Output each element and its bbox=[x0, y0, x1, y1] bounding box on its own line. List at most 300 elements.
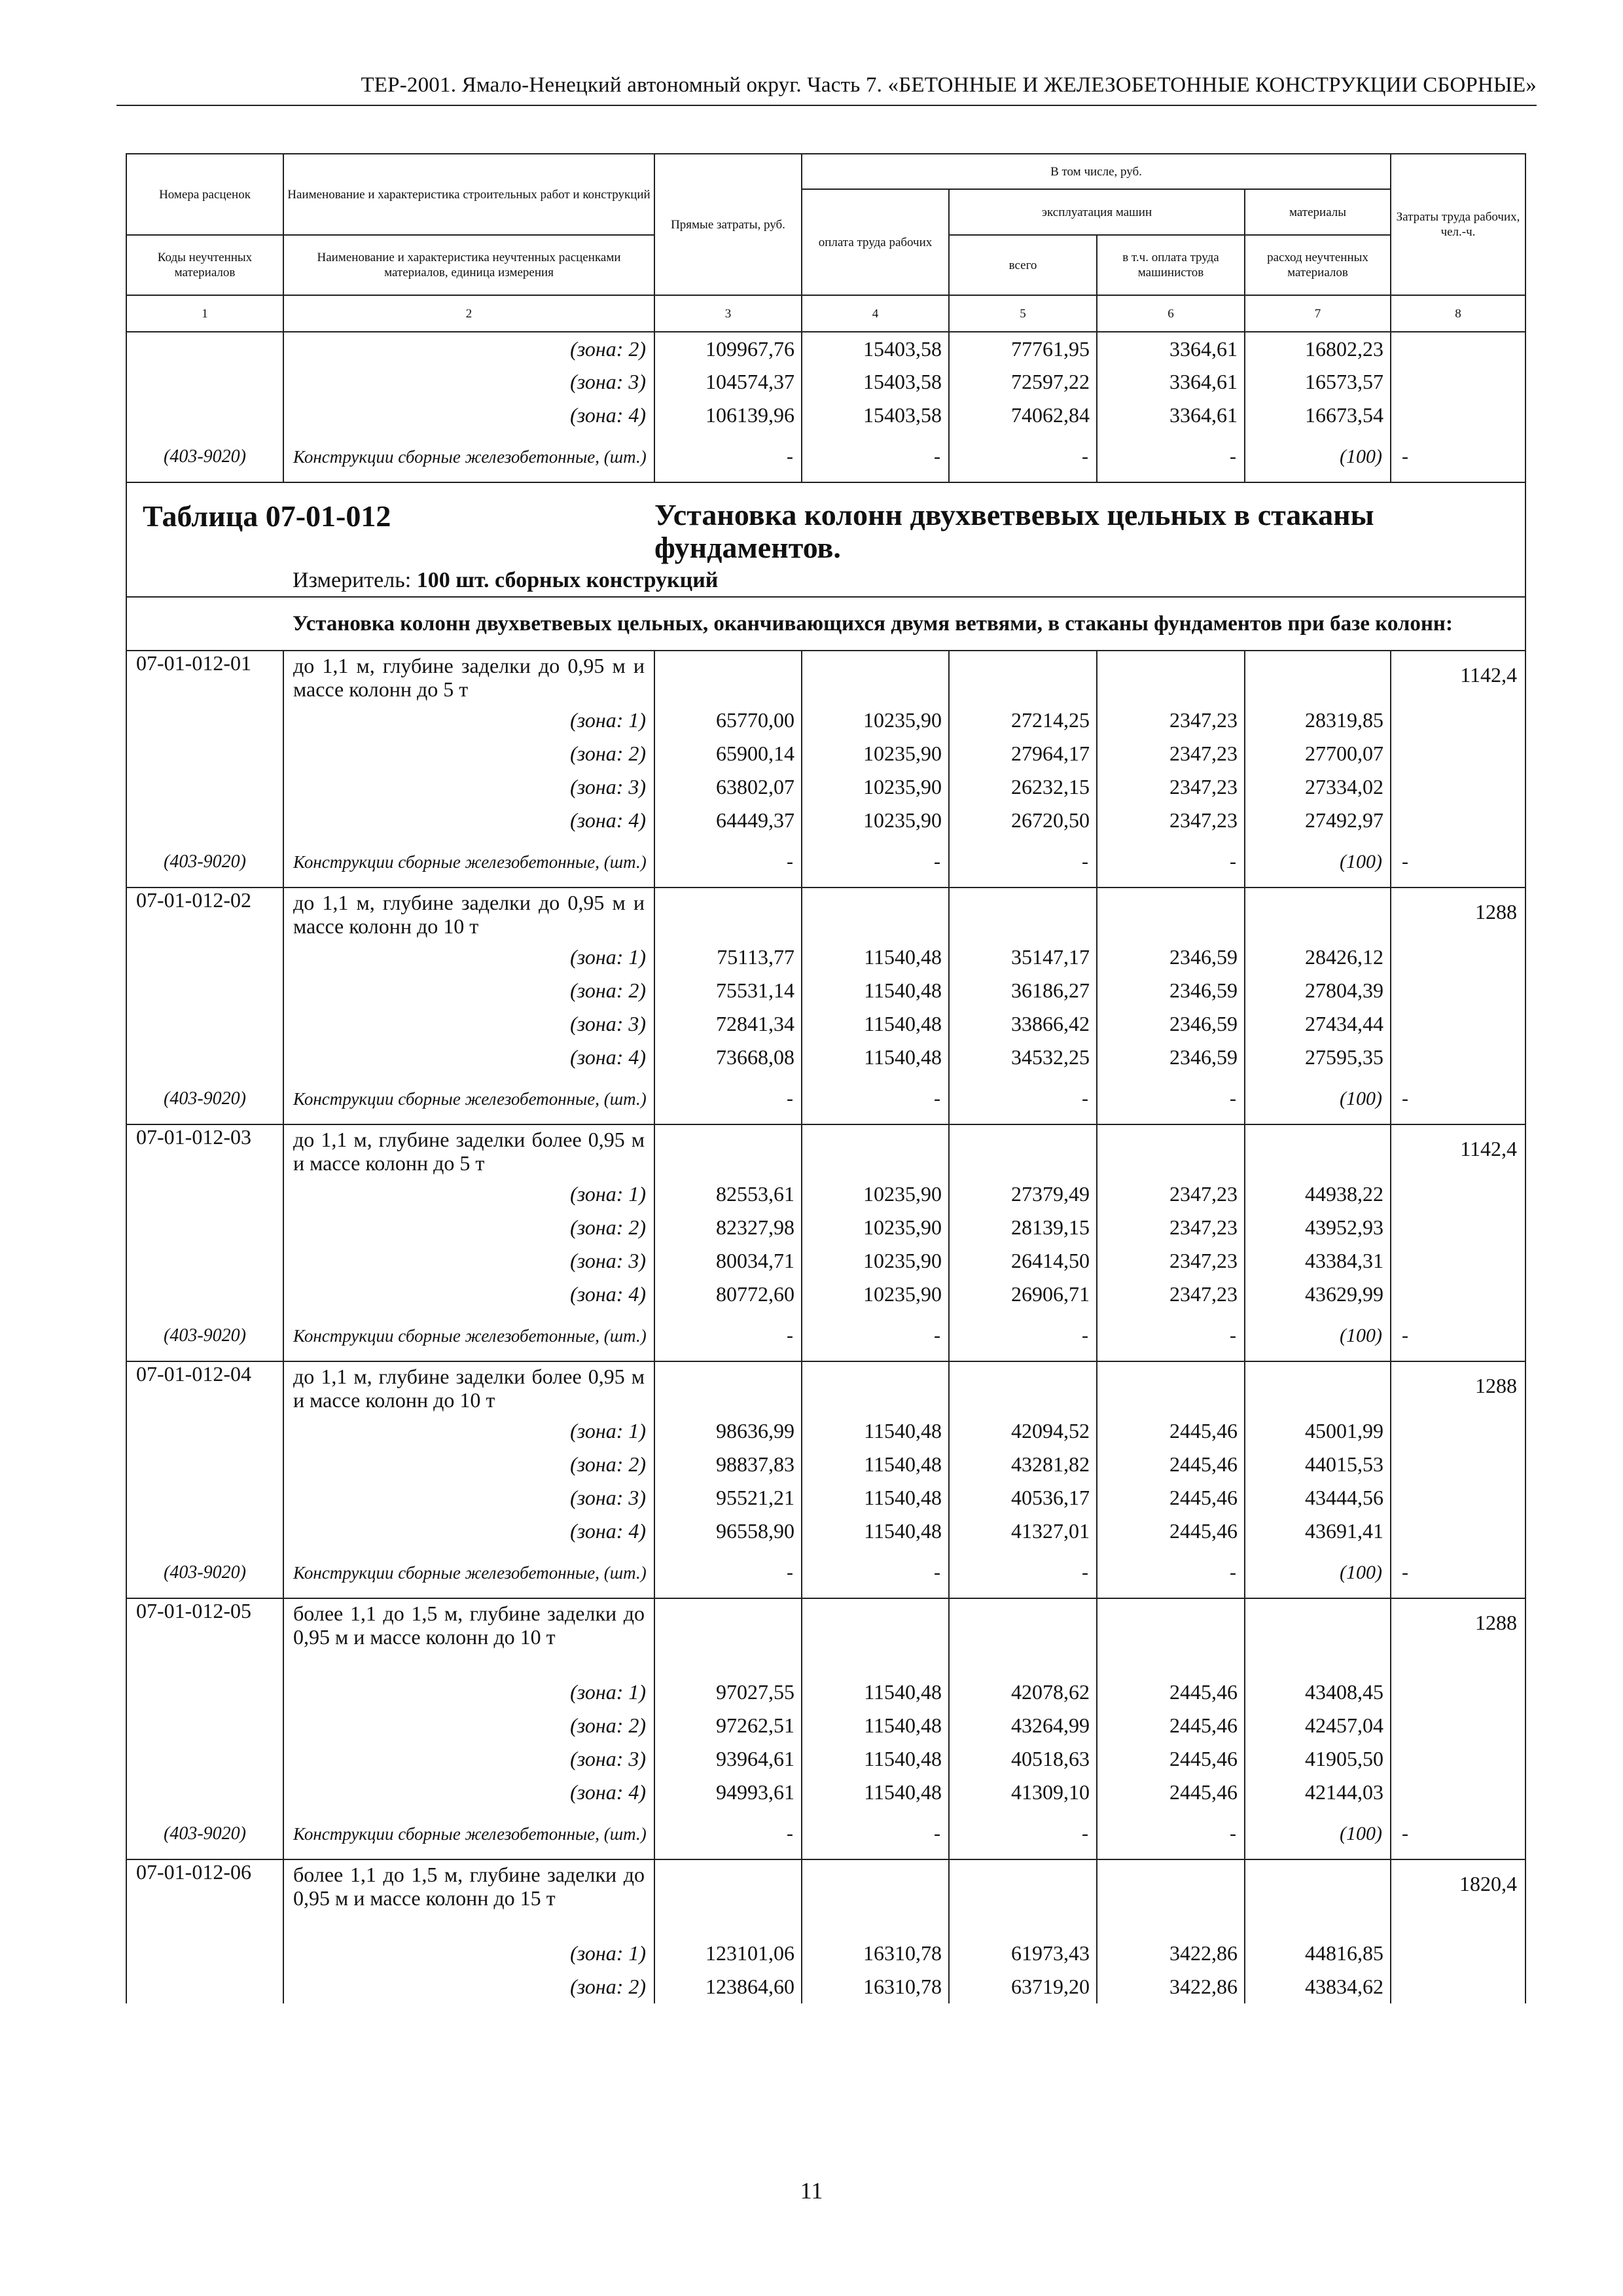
zone-label: (зона: 2) bbox=[283, 737, 654, 770]
table-title: Таблица 07-01-012 bbox=[126, 482, 654, 564]
material-row bbox=[126, 432, 1525, 482]
machines-total: 77761,95 bbox=[949, 332, 1097, 365]
header-rule bbox=[116, 105, 1537, 106]
materials: 28319,85 bbox=[1245, 704, 1391, 737]
operators-wages: 2346,59 bbox=[1097, 1041, 1245, 1074]
running-header: ТЕР-2001. Ямало-Ненецкий автономный округ. Часть 7. «БЕТОННЫЕ И ЖЕЛЕЗОБЕТОННЫЕ КОНСТРУКЦИИ СБОРНЫЕ» bbox=[361, 73, 1537, 97]
empty-cell bbox=[1391, 1414, 1525, 1448]
rate-description: до 1,1 м, глубине заделки до 0,95 м и массе колонн до 5 т bbox=[283, 651, 654, 704]
zone-row bbox=[126, 804, 1525, 837]
direct-cost: 98636,99 bbox=[654, 1414, 802, 1448]
machines-total: 27379,49 bbox=[949, 1177, 1097, 1211]
empty-cell bbox=[1391, 1278, 1525, 1311]
operators-wages: 3364,61 bbox=[1097, 332, 1245, 365]
operators-wages: 2445,46 bbox=[1097, 1742, 1245, 1776]
empty-cell bbox=[1391, 1676, 1525, 1709]
direct-cost: 98837,83 bbox=[654, 1448, 802, 1481]
col-wages: оплата труда рабочих bbox=[802, 189, 949, 295]
materials: 43691,41 bbox=[1245, 1515, 1391, 1548]
operators-wages: 2346,59 bbox=[1097, 1007, 1245, 1041]
machines-total: 43264,99 bbox=[949, 1709, 1097, 1742]
zone-label: (зона: 4) bbox=[283, 399, 654, 432]
col-operators: в т.ч. оплата труда машинистов bbox=[1097, 235, 1245, 295]
empty-cell bbox=[1245, 651, 1391, 704]
materials: 16573,57 bbox=[1245, 365, 1391, 399]
empty-cell bbox=[126, 1970, 283, 2003]
empty-cell bbox=[949, 1124, 1097, 1177]
dash: - bbox=[654, 1809, 802, 1859]
empty-cell bbox=[1391, 1709, 1525, 1742]
empty-cell bbox=[1391, 770, 1525, 804]
materials: 27334,02 bbox=[1245, 770, 1391, 804]
materials: 27595,35 bbox=[1245, 1041, 1391, 1074]
material-code: (403-9020) bbox=[126, 1548, 283, 1598]
direct-cost: 123101,06 bbox=[654, 1937, 802, 1970]
col-mat-cost: расход неучтенных материалов bbox=[1245, 235, 1391, 295]
empty-cell bbox=[949, 1361, 1097, 1414]
operators-wages: 3422,86 bbox=[1097, 1937, 1245, 1970]
materials: 43629,99 bbox=[1245, 1278, 1391, 1311]
empty-cell bbox=[126, 804, 283, 837]
zone-row bbox=[126, 1007, 1525, 1041]
direct-cost: 95521,21 bbox=[654, 1481, 802, 1515]
zone-label: (зона: 1) bbox=[283, 1414, 654, 1448]
wages: 10235,90 bbox=[802, 804, 949, 837]
zone-label: (зона: 4) bbox=[283, 1515, 654, 1548]
zone-row bbox=[126, 941, 1525, 974]
material-name: Конструкции сборные железобетонные, (шт.) bbox=[283, 1074, 654, 1124]
rate-description: до 1,1 м, глубине заделки до 0,95 м и массе колонн до 10 т bbox=[283, 888, 654, 941]
rate-code: 07-01-012-03 bbox=[126, 1124, 283, 1177]
zone-label: (зона: 2) bbox=[283, 974, 654, 1007]
rate-description: более 1,1 до 1,5 м, глубине заделки до 0,95 м и массе колонн до 15 т bbox=[283, 1859, 654, 1937]
material-code: (403-9020) bbox=[126, 837, 283, 888]
dash: - bbox=[949, 837, 1097, 888]
material-name: Конструкции сборные железобетонные, (шт.) bbox=[283, 1548, 654, 1598]
empty-cell bbox=[1097, 1598, 1245, 1676]
wages: 11540,48 bbox=[802, 1448, 949, 1481]
zone-label: (зона: 1) bbox=[283, 941, 654, 974]
direct-cost: 80772,60 bbox=[654, 1278, 802, 1311]
materials: 43408,45 bbox=[1245, 1676, 1391, 1709]
dash: - bbox=[802, 837, 949, 888]
empty-cell bbox=[802, 1598, 949, 1676]
material-name: Конструкции сборные железобетонные, (шт.) bbox=[283, 1809, 654, 1859]
col-num: 7 bbox=[1245, 295, 1391, 332]
empty-cell bbox=[1391, 941, 1525, 974]
zone-label: (зона: 2) bbox=[283, 1970, 654, 2003]
materials: 44938,22 bbox=[1245, 1177, 1391, 1211]
empty-cell bbox=[126, 1007, 283, 1041]
col-num: 3 bbox=[654, 295, 802, 332]
empty-cell bbox=[949, 888, 1097, 941]
zone-label: (зона: 3) bbox=[283, 365, 654, 399]
rate-code: 07-01-012-01 bbox=[126, 651, 283, 704]
empty-cell bbox=[802, 1124, 949, 1177]
zone-row bbox=[126, 1211, 1525, 1244]
machines-total: 34532,25 bbox=[949, 1041, 1097, 1074]
wages: 11540,48 bbox=[802, 1709, 949, 1742]
machines-total: 26906,71 bbox=[949, 1278, 1097, 1311]
empty-cell bbox=[654, 1124, 802, 1177]
direct-cost: 65900,14 bbox=[654, 737, 802, 770]
empty-cell bbox=[802, 1361, 949, 1414]
wages: 15403,58 bbox=[802, 365, 949, 399]
rate-header-row bbox=[126, 1124, 1525, 1177]
dash: - bbox=[949, 1809, 1097, 1859]
col-name-bottom: Наименование и характеристика неучтенных расценками материалов, единица измерения bbox=[283, 235, 654, 295]
dash: - bbox=[802, 1074, 949, 1124]
operators-wages: 2347,23 bbox=[1097, 1211, 1245, 1244]
empty-cell bbox=[654, 1859, 802, 1937]
wages: 15403,58 bbox=[802, 399, 949, 432]
empty-cell bbox=[126, 1414, 283, 1448]
empty-cell bbox=[802, 888, 949, 941]
zone-row bbox=[126, 737, 1525, 770]
dash: - bbox=[1391, 1311, 1525, 1361]
table-name: Установка колонн двухветвевых цельных в стаканы фундаментов. bbox=[654, 482, 1525, 564]
machines-total: 63719,20 bbox=[949, 1970, 1097, 2003]
operators-wages: 2445,46 bbox=[1097, 1481, 1245, 1515]
rate-description: более 1,1 до 1,5 м, глубине заделки до 0,95 м и массе колонн до 10 т bbox=[283, 1598, 654, 1676]
col-num: 6 bbox=[1097, 295, 1245, 332]
col-direct: Прямые затраты, руб. bbox=[654, 154, 802, 295]
zone-row bbox=[126, 1448, 1525, 1481]
direct-cost: 65770,00 bbox=[654, 704, 802, 737]
col-codes-bottom: Коды неучтенных материалов bbox=[126, 235, 283, 295]
measure-value: 100 шт. сборных конструкций bbox=[416, 567, 719, 592]
direct-cost: 96558,90 bbox=[654, 1515, 802, 1548]
wages: 16310,78 bbox=[802, 1970, 949, 2003]
materials: 43952,93 bbox=[1245, 1211, 1391, 1244]
zone-label: (зона: 1) bbox=[283, 1676, 654, 1709]
wages: 10235,90 bbox=[802, 770, 949, 804]
materials: 27492,97 bbox=[1245, 804, 1391, 837]
empty-cell bbox=[126, 941, 283, 974]
rate-description: до 1,1 м, глубине заделки более 0,95 м и массе колонн до 5 т bbox=[283, 1124, 654, 1177]
direct-cost: 97262,51 bbox=[654, 1709, 802, 1742]
dash: - bbox=[949, 432, 1097, 482]
empty-cell bbox=[1097, 1124, 1245, 1177]
material-percent: (100) bbox=[1245, 1548, 1391, 1598]
empty-cell bbox=[1391, 1742, 1525, 1776]
operators-wages: 2445,46 bbox=[1097, 1676, 1245, 1709]
zone-row bbox=[126, 704, 1525, 737]
materials: 43384,31 bbox=[1245, 1244, 1391, 1278]
zone-label: (зона: 4) bbox=[283, 1776, 654, 1809]
rate-description: до 1,1 м, глубине заделки более 0,95 м и массе колонн до 10 т bbox=[283, 1361, 654, 1414]
empty-cell bbox=[126, 1481, 283, 1515]
col-num: 1 bbox=[126, 295, 283, 332]
material-row bbox=[126, 1548, 1525, 1598]
wages: 10235,90 bbox=[802, 737, 949, 770]
empty-cell bbox=[126, 1041, 283, 1074]
dash: - bbox=[1391, 837, 1525, 888]
table-header bbox=[126, 154, 1525, 332]
wages: 11540,48 bbox=[802, 941, 949, 974]
machines-total: 26720,50 bbox=[949, 804, 1097, 837]
dash: - bbox=[802, 1809, 949, 1859]
wages: 11540,48 bbox=[802, 1007, 949, 1041]
empty-cell bbox=[126, 1515, 283, 1548]
dash: - bbox=[949, 1548, 1097, 1598]
operators-wages: 2347,23 bbox=[1097, 1177, 1245, 1211]
zone-label: (зона: 2) bbox=[283, 332, 654, 365]
empty-cell bbox=[1097, 1361, 1245, 1414]
dash: - bbox=[949, 1311, 1097, 1361]
materials: 27700,07 bbox=[1245, 737, 1391, 770]
direct-cost: 80034,71 bbox=[654, 1244, 802, 1278]
wages: 11540,48 bbox=[802, 1481, 949, 1515]
col-num: 4 bbox=[802, 295, 949, 332]
direct-cost: 72841,34 bbox=[654, 1007, 802, 1041]
material-row bbox=[126, 1311, 1525, 1361]
empty-cell bbox=[1391, 974, 1525, 1007]
labor-cost: 1142,4 bbox=[1391, 651, 1525, 704]
operators-wages: 2347,23 bbox=[1097, 1278, 1245, 1311]
operators-wages: 2445,46 bbox=[1097, 1709, 1245, 1742]
material-percent: (100) bbox=[1245, 432, 1391, 482]
machines-total: 35147,17 bbox=[949, 941, 1097, 974]
empty-cell bbox=[126, 1709, 283, 1742]
direct-cost: 63802,07 bbox=[654, 770, 802, 804]
dash: - bbox=[1097, 1311, 1245, 1361]
empty-cell bbox=[1097, 651, 1245, 704]
dash: - bbox=[1391, 1809, 1525, 1859]
zone-row bbox=[126, 1709, 1525, 1742]
direct-cost: 82553,61 bbox=[654, 1177, 802, 1211]
direct-cost: 123864,60 bbox=[654, 1970, 802, 2003]
zone-label: (зона: 1) bbox=[283, 704, 654, 737]
col-codes-top: Номера расценок bbox=[126, 154, 283, 235]
materials: 43444,56 bbox=[1245, 1481, 1391, 1515]
materials: 43834,62 bbox=[1245, 1970, 1391, 2003]
material-code: (403-9020) bbox=[126, 1311, 283, 1361]
zone-row bbox=[126, 1776, 1525, 1809]
empty-cell bbox=[802, 1859, 949, 1937]
direct-cost: 97027,55 bbox=[654, 1676, 802, 1709]
materials: 42457,04 bbox=[1245, 1709, 1391, 1742]
operators-wages: 2346,59 bbox=[1097, 941, 1245, 974]
material-code: (403-9020) bbox=[126, 432, 283, 482]
material-code: (403-9020) bbox=[126, 1809, 283, 1859]
direct-cost: 104574,37 bbox=[654, 365, 802, 399]
measure-label: Измеритель: bbox=[293, 567, 417, 592]
machines-total: 26232,15 bbox=[949, 770, 1097, 804]
wages: 11540,48 bbox=[802, 1515, 949, 1548]
zone-label: (зона: 2) bbox=[283, 1211, 654, 1244]
empty-cell bbox=[126, 1937, 283, 1970]
material-percent: (100) bbox=[1245, 1311, 1391, 1361]
empty-cell bbox=[949, 1598, 1097, 1676]
wages: 11540,48 bbox=[802, 1676, 949, 1709]
col-num: 5 bbox=[949, 295, 1097, 332]
dash: - bbox=[1097, 1809, 1245, 1859]
zone-label: (зона: 2) bbox=[283, 1709, 654, 1742]
zone-row bbox=[126, 974, 1525, 1007]
material-row bbox=[126, 1809, 1525, 1859]
empty-cell bbox=[1097, 1859, 1245, 1937]
material-percent: (100) bbox=[1245, 1809, 1391, 1859]
empty-cell bbox=[1391, 1448, 1525, 1481]
material-name: Конструкции сборные железобетонные, (шт.) bbox=[283, 837, 654, 888]
empty-cell bbox=[1391, 1177, 1525, 1211]
direct-cost: 109967,76 bbox=[654, 332, 802, 365]
col-labor: Затраты труда рабочих, чел.-ч. bbox=[1391, 154, 1525, 295]
direct-cost: 106139,96 bbox=[654, 399, 802, 432]
zone-label: (зона: 4) bbox=[283, 1041, 654, 1074]
wages: 16310,78 bbox=[802, 1937, 949, 1970]
zone-row bbox=[126, 399, 1525, 432]
material-name: Конструкции сборные железобетонные, (шт.) bbox=[283, 1311, 654, 1361]
wages: 11540,48 bbox=[802, 974, 949, 1007]
machines-total: 27214,25 bbox=[949, 704, 1097, 737]
empty-cell bbox=[1391, 1515, 1525, 1548]
empty-cell bbox=[1245, 1859, 1391, 1937]
col-incl: В том числе, руб. bbox=[802, 154, 1391, 189]
empty-cell bbox=[1391, 704, 1525, 737]
machines-total: 26414,50 bbox=[949, 1244, 1097, 1278]
zone-row bbox=[126, 1177, 1525, 1211]
rate-code: 07-01-012-02 bbox=[126, 888, 283, 941]
empty-cell bbox=[126, 1742, 283, 1776]
zone-row bbox=[126, 365, 1525, 399]
operators-wages: 3364,61 bbox=[1097, 365, 1245, 399]
empty-cell bbox=[1097, 888, 1245, 941]
operators-wages: 2347,23 bbox=[1097, 804, 1245, 837]
machines-total: 33866,42 bbox=[949, 1007, 1097, 1041]
empty-cell bbox=[1391, 1041, 1525, 1074]
empty-cell bbox=[1245, 1598, 1391, 1676]
dash: - bbox=[1097, 1548, 1245, 1598]
empty-cell bbox=[949, 1859, 1097, 1937]
col-machines: эксплуатация машин bbox=[949, 189, 1245, 235]
table-caption bbox=[126, 482, 1525, 651]
operators-wages: 3422,86 bbox=[1097, 1970, 1245, 2003]
material-code: (403-9020) bbox=[126, 1074, 283, 1124]
col-num: 2 bbox=[283, 295, 654, 332]
direct-cost: 64449,37 bbox=[654, 804, 802, 837]
col-total: всего bbox=[949, 235, 1097, 295]
materials: 16673,54 bbox=[1245, 399, 1391, 432]
materials: 41905,50 bbox=[1245, 1742, 1391, 1776]
direct-cost: 75113,77 bbox=[654, 941, 802, 974]
rate-header-row bbox=[126, 1361, 1525, 1414]
operators-wages: 2445,46 bbox=[1097, 1448, 1245, 1481]
material-percent: (100) bbox=[1245, 1074, 1391, 1124]
direct-cost: 93964,61 bbox=[654, 1742, 802, 1776]
dash: - bbox=[654, 432, 802, 482]
empty-cell bbox=[1391, 1776, 1525, 1809]
empty-cell bbox=[654, 651, 802, 704]
zone-row bbox=[126, 1481, 1525, 1515]
empty-cell bbox=[126, 1211, 283, 1244]
empty-cell bbox=[1245, 888, 1391, 941]
machines-total: 27964,17 bbox=[949, 737, 1097, 770]
zone-label: (зона: 2) bbox=[283, 1448, 654, 1481]
empty-cell bbox=[1391, 1937, 1525, 1970]
machines-total: 61973,43 bbox=[949, 1937, 1097, 1970]
machines-total: 40518,63 bbox=[949, 1742, 1097, 1776]
dash: - bbox=[802, 1311, 949, 1361]
empty-cell bbox=[126, 1448, 283, 1481]
wages: 11540,48 bbox=[802, 1742, 949, 1776]
dash: - bbox=[1391, 1074, 1525, 1124]
empty-cell bbox=[949, 651, 1097, 704]
empty-cell bbox=[654, 1361, 802, 1414]
zone-row bbox=[126, 332, 1525, 365]
materials: 44015,53 bbox=[1245, 1448, 1391, 1481]
rate-code: 07-01-012-05 bbox=[126, 1598, 283, 1676]
dash: - bbox=[654, 1074, 802, 1124]
dash: - bbox=[654, 1311, 802, 1361]
zone-row bbox=[126, 1244, 1525, 1278]
zone-row bbox=[126, 1414, 1525, 1448]
empty-cell bbox=[126, 704, 283, 737]
operators-wages: 2445,46 bbox=[1097, 1515, 1245, 1548]
labor-cost: 1820,4 bbox=[1391, 1859, 1525, 1937]
empty-cell bbox=[1391, 737, 1525, 770]
material-name: Конструкции сборные железобетонные, (шт.) bbox=[283, 432, 654, 482]
materials: 27434,44 bbox=[1245, 1007, 1391, 1041]
wages: 10235,90 bbox=[802, 1244, 949, 1278]
empty-cell bbox=[802, 651, 949, 704]
zone-label: (зона: 4) bbox=[283, 804, 654, 837]
empty-cell bbox=[1391, 1211, 1525, 1244]
empty-cell bbox=[126, 974, 283, 1007]
operators-wages: 2445,46 bbox=[1097, 1776, 1245, 1809]
materials: 27804,39 bbox=[1245, 974, 1391, 1007]
zone-label: (зона: 3) bbox=[283, 1007, 654, 1041]
rates-table bbox=[126, 153, 1526, 2003]
empty-cell bbox=[126, 1676, 283, 1709]
dash: - bbox=[802, 432, 949, 482]
empty-cell bbox=[1391, 1481, 1525, 1515]
zone-row bbox=[126, 770, 1525, 804]
dash: - bbox=[802, 1548, 949, 1598]
wages: 11540,48 bbox=[802, 1041, 949, 1074]
materials: 16802,23 bbox=[1245, 332, 1391, 365]
empty-cell bbox=[126, 770, 283, 804]
zone-label: (зона: 3) bbox=[283, 1742, 654, 1776]
measure-line bbox=[283, 564, 1525, 597]
dash: - bbox=[654, 1548, 802, 1598]
zone-label: (зона: 1) bbox=[283, 1177, 654, 1211]
machines-total: 42078,62 bbox=[949, 1676, 1097, 1709]
empty-cell bbox=[1245, 1124, 1391, 1177]
machines-total: 41327,01 bbox=[949, 1515, 1097, 1548]
labor-cost: 1142,4 bbox=[1391, 1124, 1525, 1177]
zone-row bbox=[126, 1937, 1525, 1970]
wages: 11540,48 bbox=[802, 1414, 949, 1448]
page-number: 11 bbox=[800, 2178, 823, 2204]
dash: - bbox=[1391, 432, 1525, 482]
labor-cost: 1288 bbox=[1391, 1361, 1525, 1414]
empty-cell bbox=[1391, 804, 1525, 837]
rate-header-row bbox=[126, 1598, 1525, 1676]
direct-cost: 75531,14 bbox=[654, 974, 802, 1007]
zone-label: (зона: 1) bbox=[283, 1937, 654, 1970]
zone-label: (зона: 3) bbox=[283, 1481, 654, 1515]
zone-row bbox=[126, 1515, 1525, 1548]
rate-code: 07-01-012-06 bbox=[126, 1859, 283, 1937]
zone-row bbox=[126, 1970, 1525, 2003]
dash: - bbox=[949, 1074, 1097, 1124]
empty-cell bbox=[126, 1244, 283, 1278]
dash: - bbox=[1097, 837, 1245, 888]
zone-row bbox=[126, 1742, 1525, 1776]
wages: 15403,58 bbox=[802, 332, 949, 365]
